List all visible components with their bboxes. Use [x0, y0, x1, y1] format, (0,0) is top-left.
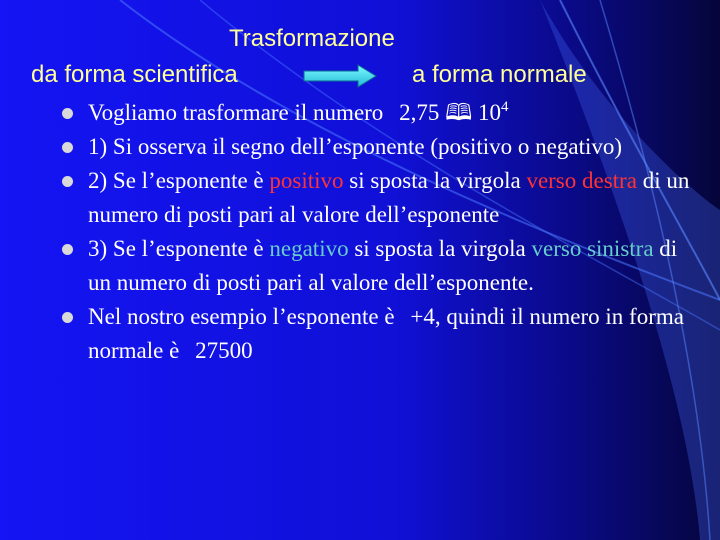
- number-value: 2,75: [399, 100, 440, 125]
- bullet-icon: [62, 312, 73, 323]
- power-exponent: 4: [500, 99, 509, 115]
- bullet-item-5: [88, 300, 698, 368]
- title-right-text: a forma normale: [412, 61, 587, 88]
- bullet-5-text-a: Nel nostro esempio l’esponente è: [88, 304, 395, 329]
- bullet-4-text-b: si sposta la virgola: [354, 236, 526, 261]
- exponent-value: +4,: [410, 304, 441, 329]
- bullet-icon: [62, 176, 73, 187]
- bullet-1-text: Vogliamo trasformare il numero: [88, 100, 384, 125]
- bullet-3-text-a: 2) Se l’esponente è: [88, 168, 264, 193]
- bullet-2-text: 1) Si osserva il segno dell’esponente (positivo o negativo): [88, 134, 623, 159]
- bullet-item-4: [88, 232, 698, 300]
- direction-right: verso destra: [526, 168, 637, 193]
- bullet-4-text-a: 3) Se l’esponente è: [88, 236, 264, 261]
- bullet-3-text-b: si sposta la virgola: [349, 168, 521, 193]
- bullet-3-text-c: di un numero di posti pari al valore dell’esponente: [88, 168, 690, 227]
- bullet-list: [88, 96, 698, 368]
- bullet-icon: [62, 142, 73, 153]
- direction-left: verso sinistra: [531, 236, 654, 261]
- bullet-item-3: [88, 164, 698, 232]
- bullet-icon: [62, 108, 73, 119]
- bullet-5-text-b: quindi il numero in forma normale è: [88, 304, 684, 363]
- title-text: Trasformazione: [229, 25, 395, 52]
- title-left-text: da forma scientifica: [31, 61, 238, 88]
- bullet-item-2: [88, 130, 698, 164]
- power-base: 10: [477, 100, 501, 125]
- result-value: 27500: [195, 338, 253, 363]
- right-arrow-icon: [302, 64, 378, 88]
- bullet-icon: [62, 244, 73, 255]
- bullet-4-text-c: di un numero di posti pari al valore dell’esponente.: [88, 236, 678, 295]
- negative-word: negativo: [269, 236, 349, 261]
- bullet-item-1: [88, 96, 698, 130]
- times-symbol-icon: 🕮: [445, 100, 473, 125]
- positive-word: positivo: [269, 168, 344, 193]
